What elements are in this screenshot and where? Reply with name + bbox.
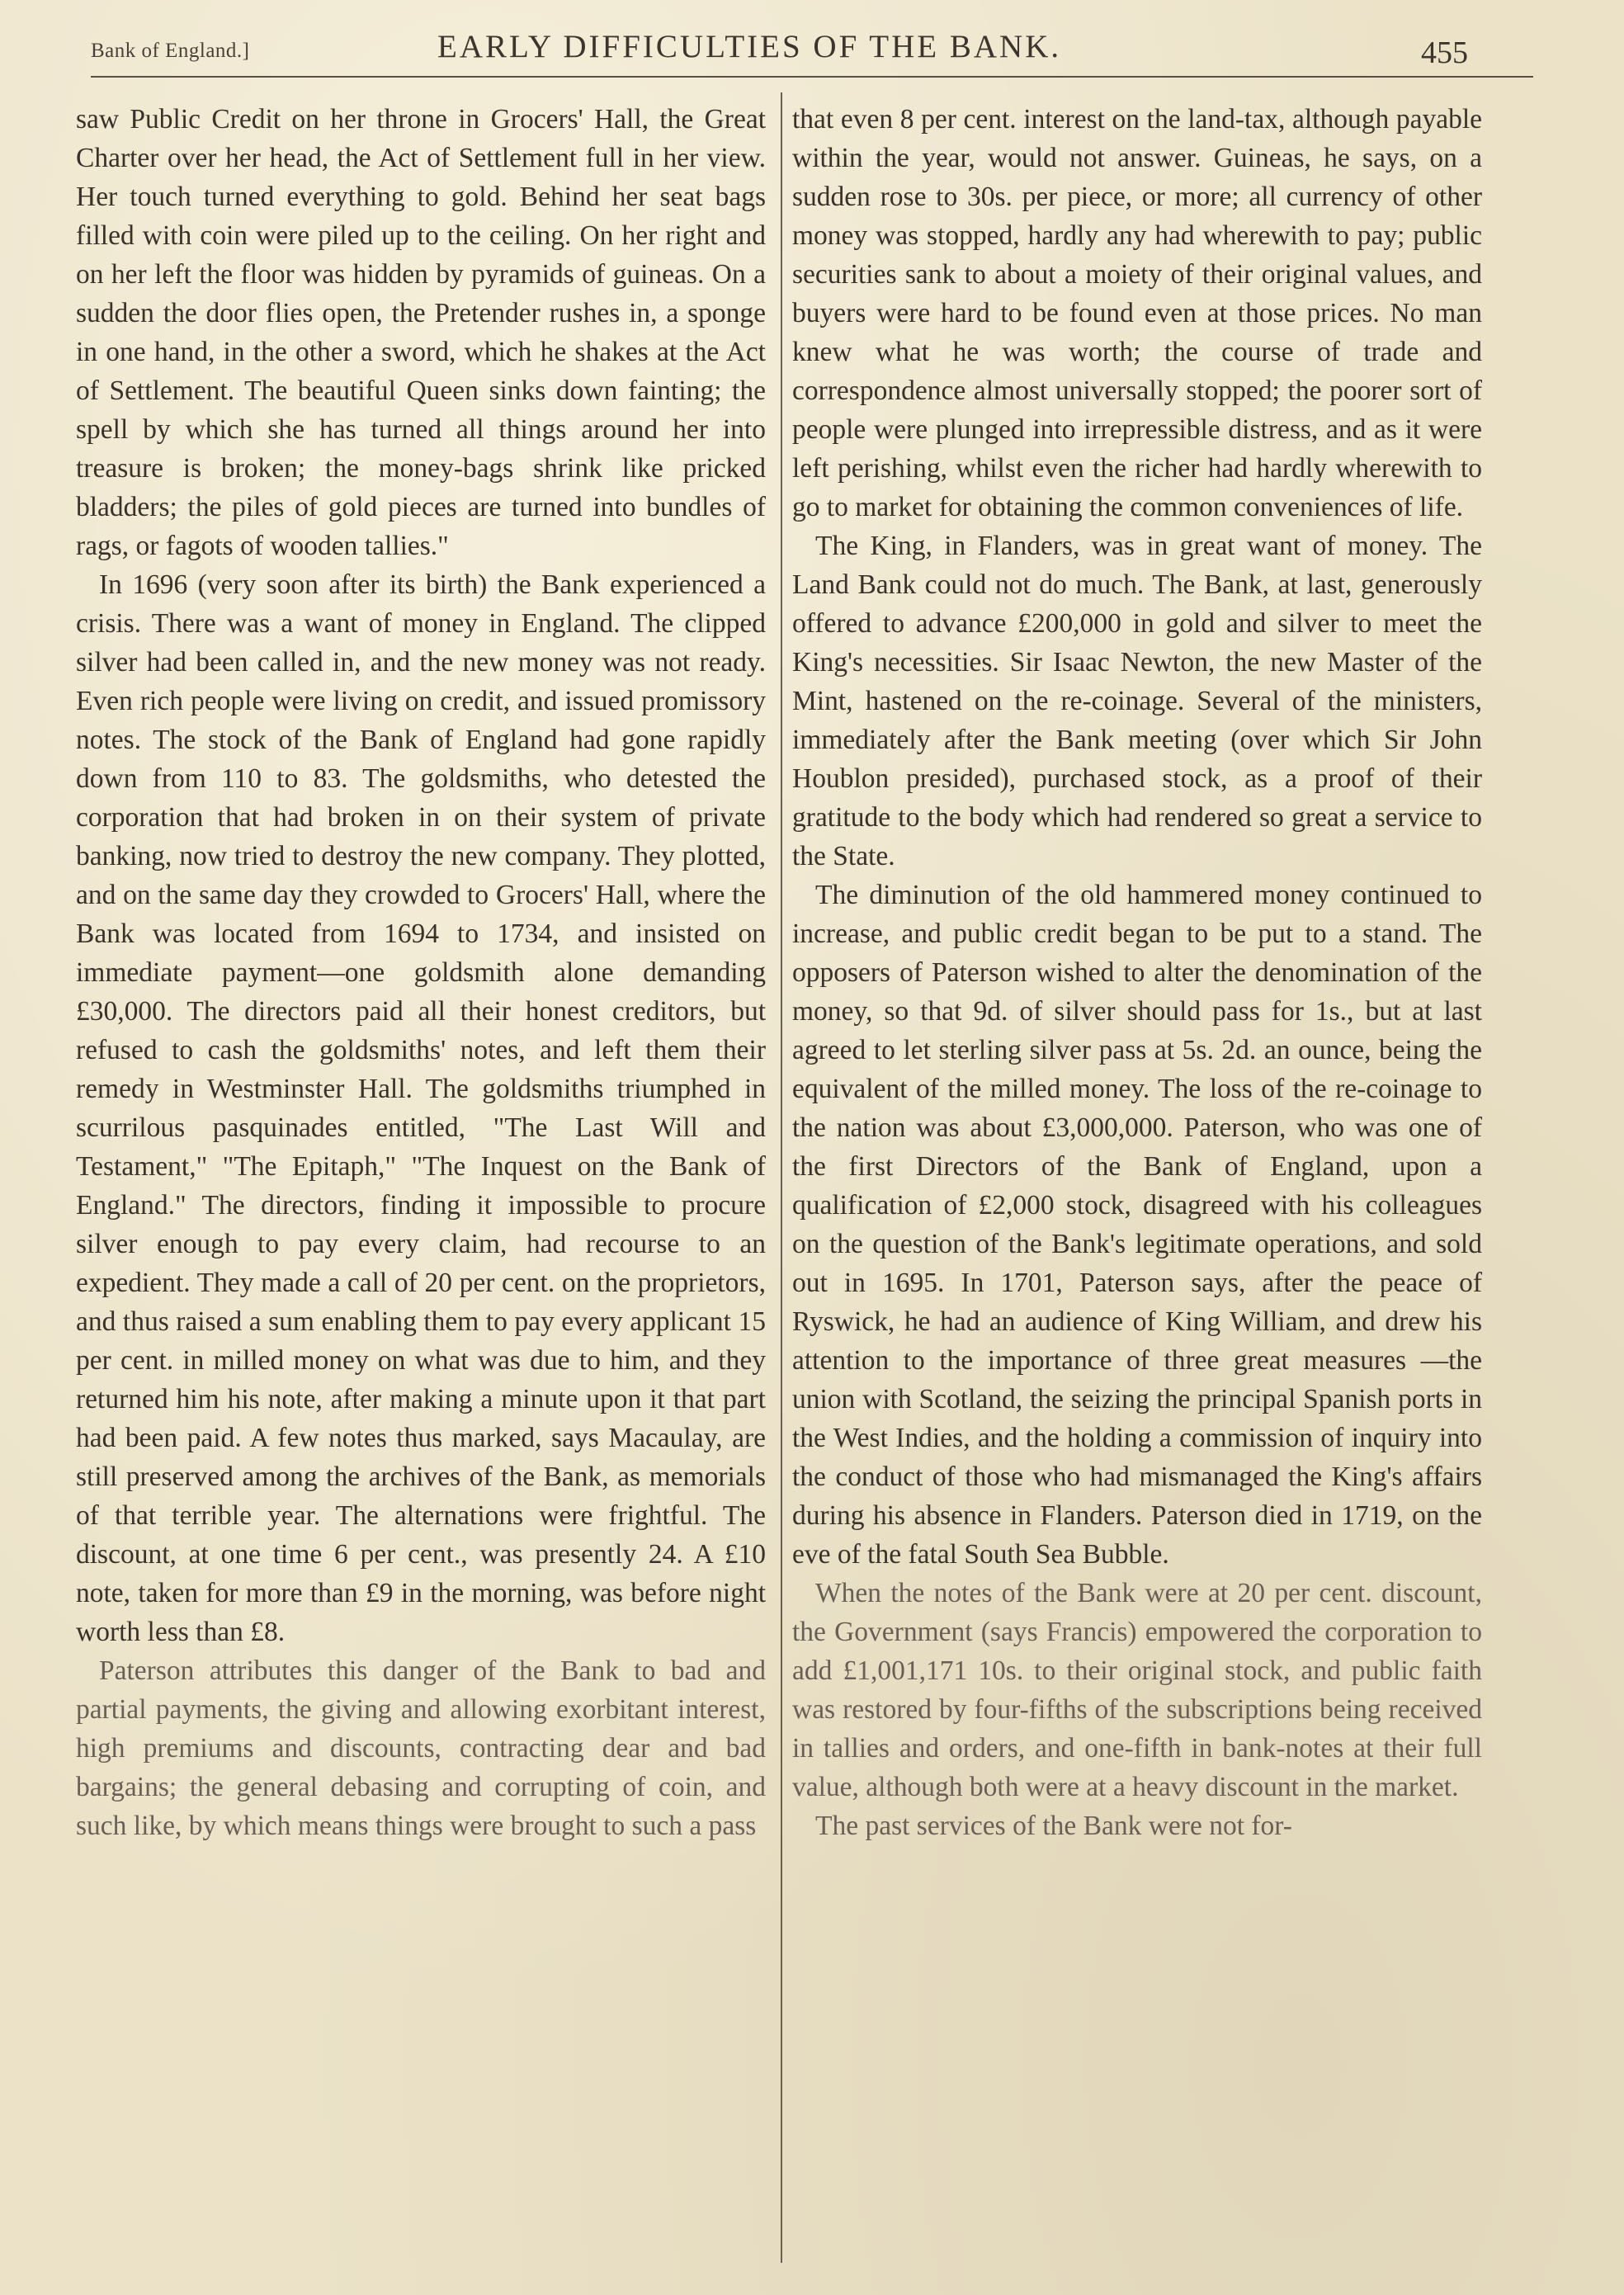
paragraph: In 1696 (very soon after its birth) the Bank experienced a crisis. There was a want of money in England. The clipped silver had been called in, and the new money was not ready. Even rich people were living on credit, and issued promissory notes. The stock of the Bank of England had gone rapidly down from 110 to 83. The goldsmiths, who detested the corporation that had broken in on their system of private banking, now tried to destroy the new company. They plotted, and on the same day they crowded to Grocers' Hall, where the Bank was located from 1694 to 1734, and insisted on immediate payment—one goldsmith alone demanding £30,000. The directors paid all their honest creditors, but refused to cash the goldsmiths' notes, and left them their remedy in Westminster Hall. The goldsmiths triumphed in scurrilous pasquinades entitled, "The Last Will and Testament," "The Epitaph," "The Inquest on the Bank of England." The directors, finding it impossible to procure silver enough to pay every claim, had recourse to an expedient. They made a call of 20 per cent. on the proprietors, and thus raised a sum enabling them to pay every applicant 15 per cent. in milled money on what was due to him, and they returned him his note, after making a minute upon it that part had been paid. A few notes thus marked, says Macaulay, are still preserved among the archives of the Bank, as memorials of that terrible year. The alternations were frightful. The discount, at one time 6 per cent., was presently 24. A £10 note, taken for more than £9 in the morning, was before night worth less than £8. (76, 569, 766, 1647)
paragraph: Paterson attributes this danger of the Bank to bad and partial payments, the giving and allowing exorbitant interest, high premiums and discounts, contracting dear and bad bargains; the general debasing and corrupting of coin, and such like, by which means things were brought to such a pass (76, 1655, 766, 1841)
paragraph: When the notes of the Bank were at 20 per cent. discount, the Government (says Francis) empowered the corporation to add £1,001,171 10s. to their original stock, and public faith was restored by four-fifths of the subscriptions being received in tallies and orders, and one-fifth in bank-notes at their full value, although both were at a heavy discount in the market. (792, 1578, 1482, 1802)
paragraph: The King, in Flanders, was in great want of money. The Land Bank could not do much. The Bank, at last, generously offered to advance £200,000 in gold and silver to meet the King's necessities. Sir Isaac Newton, the new Master of the Mint, hastened on the re-coinage. Several of the ministers, immediately after the Bank meeting (over which Sir John Houblon presided), purchased stock, as a proof of their gratitude to the body which had rendered so great a service to the State. (792, 531, 1482, 871)
right-column (792, 100, 1482, 2270)
running-header (91, 25, 1533, 83)
left-column (76, 100, 766, 2270)
running-head-section: Bank of England.] (91, 40, 250, 62)
paragraph: The diminution of the old hammered money continued to increase, and public credit began to be put to a stand. The opposers of Paterson wished to alter the denomination of the money, so that 9d. of silver should pass for 1s., but at last agreed to let sterling silver pass at 5s. 2d. an ounce, being the equivalent of the milled money. The loss of the re-coinage to the nation was about £3,000,000. Paterson, who was one of the first Directors of the Bank of England, upon a qualification of £2,000 stock, disagreed with his colleagues on the question of the Bank's legitimate operations, and sold out in 1695. In 1701, Paterson says, after the peace of Ryswick, he had an audience of King William, and drew his attention to the importance of three great measures —the union with Scotland, the seizing the principal Spanish ports in the West Indies, and the holding a commission of inquiry into the conduct of those who had mismanaged the King's affairs during his absence in Flanders. Paterson died in 1719, on the eve of the fatal South Sea Bubble. (792, 880, 1482, 1570)
header-rule (91, 76, 1533, 78)
page-number: 455 (1421, 35, 1468, 70)
paragraph: saw Public Credit on her throne in Grocers' Hall, the Great Charter over her head, the Act of Settlement full in her view. Her touch turned everything to gold. Behind her seat bags filled with coin were piled up to the ceiling. On her right and on her left the floor was hidden by pyramids of guineas. On a sudden the door flies open, the Pretender rushes in, a sponge in one hand, in the other a sword, which he shakes at the Act of Settlement. The beautiful Queen sinks down fainting; the spell by which she has turned all things around her into treasure is broken; the money-bags shrink like pricked bladders; the piles of gold pieces are turned into bundles of rags, or fagots of wooden tallies." (76, 104, 766, 561)
running-title: EARLY DIFFICULTIES OF THE BANK. (437, 29, 1062, 64)
paragraph: The past services of the Bank were not for- (815, 1811, 1292, 1841)
column-divider (781, 92, 782, 2263)
paragraph: that even 8 per cent. interest on the land-tax, although payable within the year, would not answer. Guineas, he says, on a sudden rose to 30s. per piece, or more; all currency of other money was stopped, hardly any had wherewith to pay; public securities sank to about a moiety of their original values, and buyers were hard to be found even at those prices. No man knew what he was worth; the course of trade and correspondence almost universally stopped; the poorer sort of people were plunged into irrepressible distress, and as it were left perishing, whilst even the richer had hardly wherewith to go to market for obtaining the common conveniences of life. (792, 104, 1482, 522)
